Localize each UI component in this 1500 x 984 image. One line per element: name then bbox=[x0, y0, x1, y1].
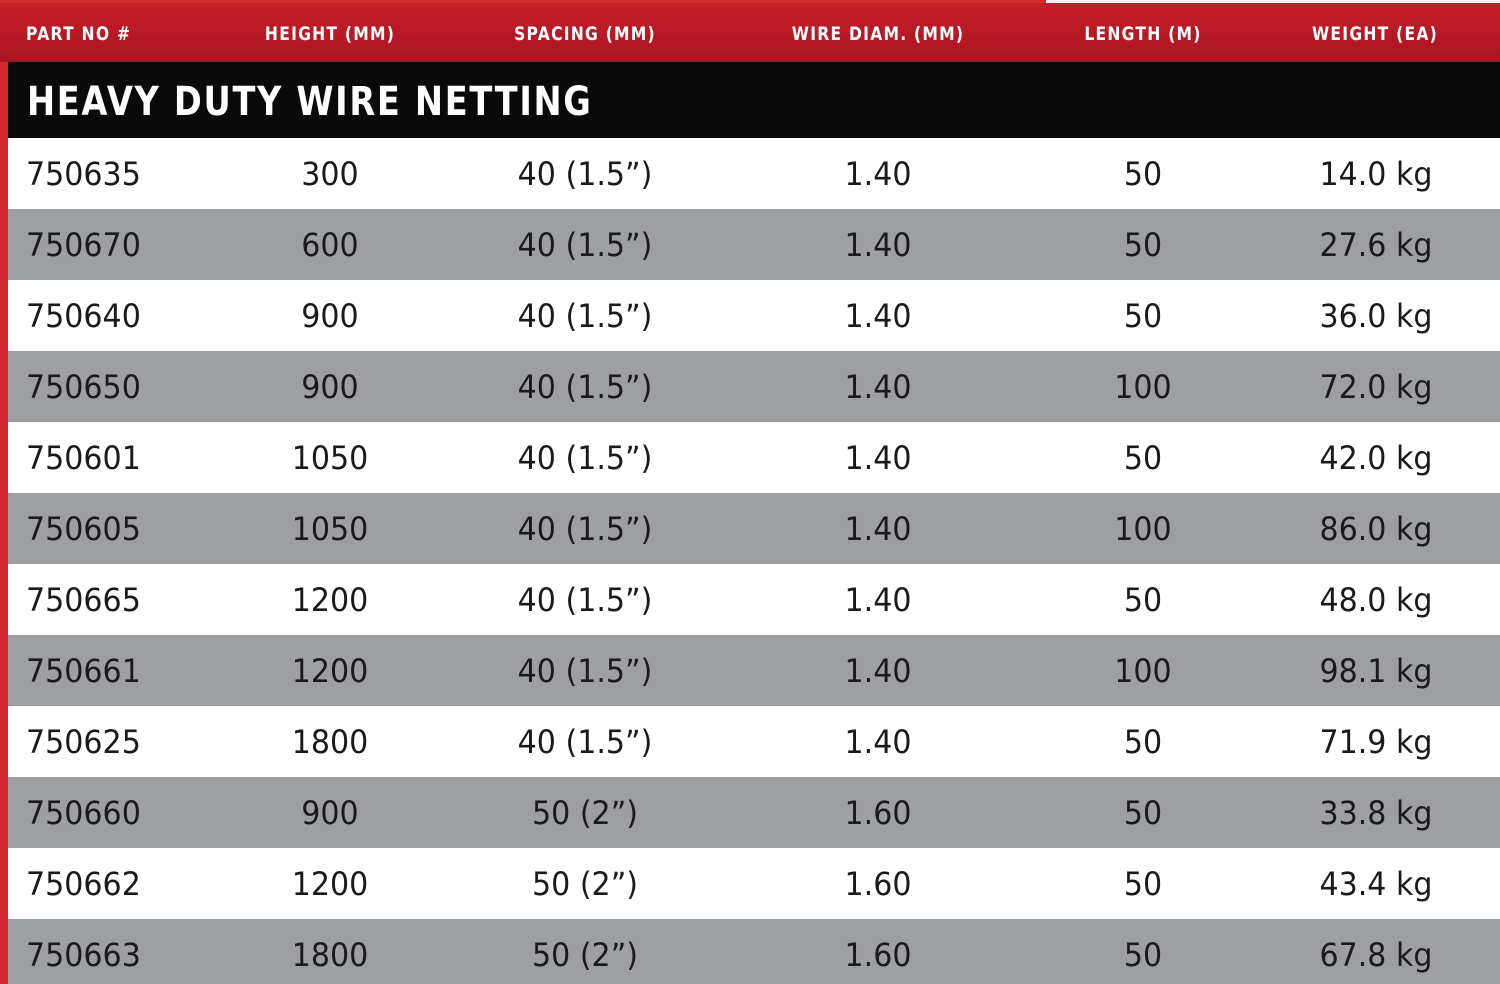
cell-weight: 43.4 kg bbox=[1319, 865, 1433, 903]
cell-part-no: 750625 bbox=[26, 723, 141, 761]
column-header-part-no: PART NO # bbox=[26, 23, 132, 45]
cell-spacing: 50 (2”) bbox=[531, 794, 639, 832]
table-row bbox=[8, 848, 1500, 919]
table-row bbox=[8, 706, 1500, 777]
cell-wire-diam: 1.40 bbox=[844, 510, 912, 548]
column-header-spacing: SPACING (MM) bbox=[514, 23, 656, 45]
table-row bbox=[8, 635, 1500, 706]
cell-part-no: 750662 bbox=[26, 865, 141, 903]
cell-wire-diam: 1.40 bbox=[844, 155, 912, 193]
cell-weight: 98.1 kg bbox=[1319, 652, 1433, 690]
table-row bbox=[8, 493, 1500, 564]
cell-weight: 27.6 kg bbox=[1319, 226, 1433, 264]
cell-height: 1200 bbox=[291, 652, 369, 690]
cell-height: 900 bbox=[301, 368, 359, 406]
cell-height: 600 bbox=[301, 226, 359, 264]
cell-weight: 86.0 kg bbox=[1319, 510, 1433, 548]
cell-height: 1200 bbox=[291, 865, 369, 903]
cell-spacing: 40 (1.5”) bbox=[517, 439, 653, 477]
table-row bbox=[8, 919, 1500, 984]
cell-weight: 42.0 kg bbox=[1319, 439, 1433, 477]
cell-length: 50 bbox=[1123, 936, 1163, 974]
cell-height: 900 bbox=[301, 297, 359, 335]
cell-spacing: 40 (1.5”) bbox=[517, 297, 653, 335]
table-row bbox=[8, 138, 1500, 209]
table-row bbox=[8, 777, 1500, 848]
cell-length: 100 bbox=[1114, 368, 1172, 406]
cell-wire-diam: 1.60 bbox=[844, 794, 912, 832]
cell-weight: 72.0 kg bbox=[1319, 368, 1433, 406]
cell-length: 100 bbox=[1114, 652, 1172, 690]
cell-spacing: 50 (2”) bbox=[531, 865, 639, 903]
cell-spacing: 40 (1.5”) bbox=[517, 652, 653, 690]
cell-weight: 67.8 kg bbox=[1319, 936, 1433, 974]
column-header-length: LENGTH (M) bbox=[1084, 23, 1202, 45]
section-header-bar bbox=[8, 62, 1500, 138]
cell-wire-diam: 1.40 bbox=[844, 581, 912, 619]
cell-part-no: 750661 bbox=[26, 652, 141, 690]
cell-length: 50 bbox=[1123, 155, 1163, 193]
cell-spacing: 40 (1.5”) bbox=[517, 510, 653, 548]
cell-height: 1050 bbox=[291, 510, 369, 548]
cell-length: 50 bbox=[1123, 581, 1163, 619]
cell-spacing: 40 (1.5”) bbox=[517, 723, 653, 761]
cell-weight: 14.0 kg bbox=[1319, 155, 1433, 193]
cell-wire-diam: 1.60 bbox=[844, 936, 912, 974]
cell-part-no: 750665 bbox=[26, 581, 141, 619]
cell-spacing: 50 (2”) bbox=[531, 936, 639, 974]
cell-weight: 33.8 kg bbox=[1319, 794, 1433, 832]
table-row bbox=[8, 564, 1500, 635]
cell-wire-diam: 1.40 bbox=[844, 368, 912, 406]
column-header-weight: WEIGHT (EA) bbox=[1312, 23, 1438, 45]
cell-wire-diam: 1.40 bbox=[844, 226, 912, 264]
cell-wire-diam: 1.40 bbox=[844, 439, 912, 477]
table-body bbox=[8, 138, 1500, 984]
cell-weight: 71.9 kg bbox=[1319, 723, 1433, 761]
cell-wire-diam: 1.40 bbox=[844, 297, 912, 335]
cell-spacing: 40 (1.5”) bbox=[517, 368, 653, 406]
cell-part-no: 750663 bbox=[26, 936, 141, 974]
cell-spacing: 40 (1.5”) bbox=[517, 226, 653, 264]
cell-spacing: 40 (1.5”) bbox=[517, 155, 653, 193]
table-row bbox=[8, 209, 1500, 280]
cell-weight: 48.0 kg bbox=[1319, 581, 1433, 619]
cell-weight: 36.0 kg bbox=[1319, 297, 1433, 335]
cell-length: 50 bbox=[1123, 723, 1163, 761]
cell-wire-diam: 1.40 bbox=[844, 652, 912, 690]
table-row bbox=[8, 422, 1500, 493]
column-header-height: HEIGHT (MM) bbox=[264, 23, 396, 45]
cell-height: 1200 bbox=[291, 581, 369, 619]
cell-height: 300 bbox=[301, 155, 359, 193]
cell-length: 50 bbox=[1123, 226, 1163, 264]
cell-part-no: 750640 bbox=[26, 297, 141, 335]
red-frame-left bbox=[0, 0, 8, 984]
cell-part-no: 750670 bbox=[26, 226, 141, 264]
cell-wire-diam: 1.40 bbox=[844, 723, 912, 761]
table-header-row bbox=[0, 3, 1500, 62]
cell-wire-diam: 1.60 bbox=[844, 865, 912, 903]
section-title: HEAVY DUTY WIRE NETTING bbox=[27, 79, 593, 125]
column-header-wire-diam: WIRE DIAM. (MM) bbox=[791, 23, 965, 45]
cell-height: 1050 bbox=[291, 439, 369, 477]
cell-part-no: 750601 bbox=[26, 439, 141, 477]
cell-height: 1800 bbox=[291, 723, 369, 761]
cell-height: 1800 bbox=[291, 936, 369, 974]
cell-length: 100 bbox=[1114, 510, 1172, 548]
cell-part-no: 750635 bbox=[26, 155, 141, 193]
table-row bbox=[8, 351, 1500, 422]
cell-part-no: 750660 bbox=[26, 794, 141, 832]
cell-length: 50 bbox=[1123, 439, 1163, 477]
table-row bbox=[8, 280, 1500, 351]
cell-height: 900 bbox=[301, 794, 359, 832]
cell-length: 50 bbox=[1123, 865, 1163, 903]
cell-length: 50 bbox=[1123, 297, 1163, 335]
cell-part-no: 750650 bbox=[26, 368, 141, 406]
cell-spacing: 40 (1.5”) bbox=[517, 581, 653, 619]
cell-length: 50 bbox=[1123, 794, 1163, 832]
cell-part-no: 750605 bbox=[26, 510, 141, 548]
